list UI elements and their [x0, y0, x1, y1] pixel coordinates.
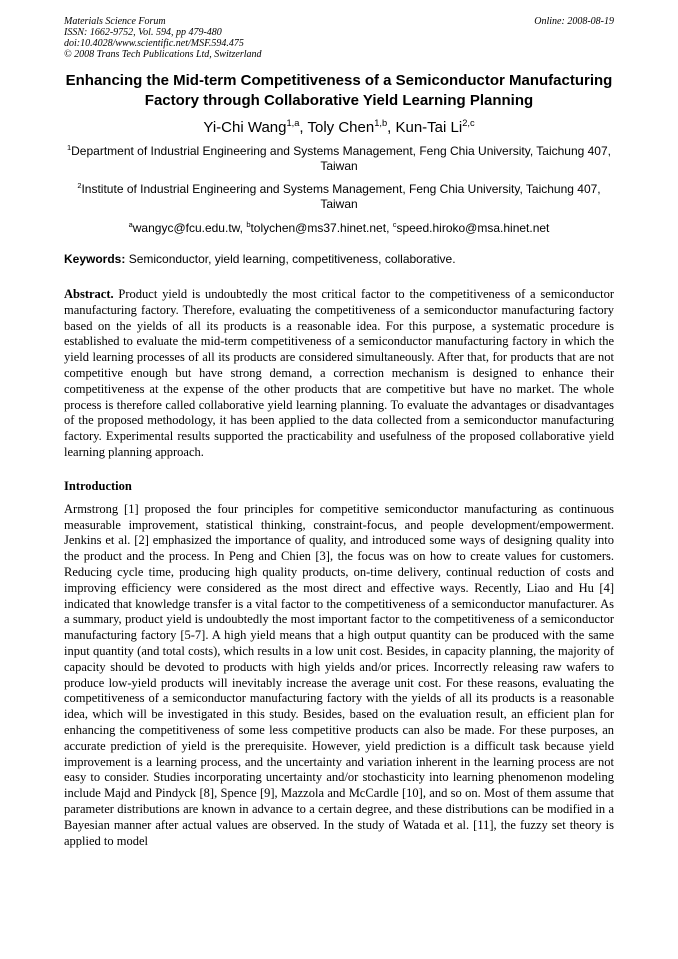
- author-sup: 1,a: [286, 118, 300, 128]
- abstract-label: Abstract.: [64, 287, 114, 301]
- author-sup: 1,b: [374, 118, 388, 128]
- paper-title: Enhancing the Mid-term Competitiveness of a Semiconductor Manufacturing Factory through Collaborative Yield Learning Planning: [65, 72, 613, 109]
- abstract-text: Product yield is undoubtedly the most critical factor to the competitiveness of a semiconductor manufacturing factory. Therefore, evaluating the competitiveness of a semiconductor manufacturing factory based on the yields of all its products is a reasonable idea. For this purpose, a systematic procedure is established to evaluate the mid-term competitiveness of a semiconductor manufacturing factory in which the yield learning processes of all its products are considered simultaneously. After that, for products that are not competitive enough but have strong demand, a correction mechanism is designed to enhance their competitiveness at the expense of the other products that are competitive but have no market. The whole process is therefore called collaborative yield learning planning. To evaluate the advantages or disadvantages of the proposed methodology, it has been applied to the data collected from a semiconductor manufacturing factory. Experimental results supported the practicability and usefulness of the proposed collaborative yield learning planning approach.: [64, 287, 614, 459]
- email-link[interactable]: tolychen@ms37.hinet.net: [250, 221, 387, 235]
- email-list: $^a$wangyc@fcu.edu.tw, $^b$tolychen@ms37.hinet.net, $^c$speed.hiroko@msa.hinet.net: [128, 220, 550, 235]
- online-date: Online: 2008-08-19: [534, 16, 614, 27]
- keywords: [64, 252, 614, 267]
- author-name: Toly Chen: [307, 119, 375, 136]
- affiliation-2: $^2$Institute of Industrial Engineering and Systems Management, Feng Chia University, Taichung 407, Taiwan: [77, 181, 601, 211]
- journal-header: [64, 16, 614, 60]
- author-sup: 2,c: [462, 118, 475, 128]
- keywords-text: Semiconductor, yield learning, competitiveness, collaborative.: [125, 252, 456, 266]
- abstract: [64, 287, 614, 461]
- affiliation-1: $^1$Department of Industrial Engineering and Systems Management, Feng Chia University, Taichung 407, Taiwan: [67, 143, 611, 173]
- section-heading-introduction: Introduction: [64, 478, 132, 493]
- journal-issn: ISSN: 1662-9752, Vol. 594, pp 479-480: [64, 27, 222, 38]
- keywords-label: Keywords:: [64, 252, 126, 266]
- journal-name: Materials Science Forum: [64, 16, 166, 27]
- email-link[interactable]: speed.hiroko@msa.hinet.net: [396, 221, 550, 235]
- email-link[interactable]: wangyc@fcu.edu.tw: [132, 221, 240, 235]
- author-name: Kun-Tai Li: [395, 119, 463, 136]
- introduction-text: Armstrong [1] proposed the four principles for competitive semiconductor manufacturing as continuous measurable improvement, statistical thinking, constraint-focus, and people development/empowerment. Jenkins et al. [2] emphasized the importance of quality, and introduced some ways of designing quality into the product and the process. In Peng and Chien [3], the focus was on how to create values for customers. Reducing cycle time, producing high quality products, on-time delivery, continual reduction of costs and improving efficiency were considered as the most direct and effective ways. Recently, Liao and Hu [4] indicated that knowledge transfer is a vital factor to the competitiveness of a semiconductor manufacturer. As a summary, product yield is undoubtedly the most important factor to the competitiveness of a semiconductor manufacturing factory [5-7]. A high yield means that a high output quantity can be produced with the same input quantity (and total costs), which results in a low unit cost. Besides, in capacity planning, the majority of capacity should be devoted to products with high yields and/or prices. Incorrectly releasing raw wafers to produce low-yield products will inevitably increase the average unit cost. For these reasons, evaluating the competitiveness of a semiconductor manufacturing factory with the yields of all its products is a reasonable idea, which will be investigated in this study. Besides, based on the evaluation result, an efficient plan for enhancing the competitiveness of some less competitive products can also be made. For these purposes, an accurate prediction of yield is the prerequisite. However, yield prediction is a difficult task because yield improvement is a learning process, and the uncertainty and variation inherent in the learning process are not easy to consider. Studies incorporating uncertainty and/or stochasticity into learning phenomenon modeling include Majd and Pindyck [8], Spence [9], Mazzola and McCardle [10], and so on. Most of them assume that parameter distributions are known in advance to a certain degree, and these distributions can be modified in a Bayesian manner after actual values are observed. In the study of Watada et al. [11], the fuzzy set theory is applied to model: [64, 501, 614, 848]
- journal-doi: doi:10.4028/www.scientific.net/MSF.594.475: [64, 38, 244, 49]
- journal-copyright: © 2008 Trans Tech Publications Ltd, Switzerland: [64, 49, 262, 60]
- author-name: Yi-Chi Wang: [203, 119, 287, 136]
- author-list: Yi-Chi Wang$^{1,a}$, Toly Chen$^{1,b}$, Kun-Tai Li$^{2,c}$: [203, 118, 475, 136]
